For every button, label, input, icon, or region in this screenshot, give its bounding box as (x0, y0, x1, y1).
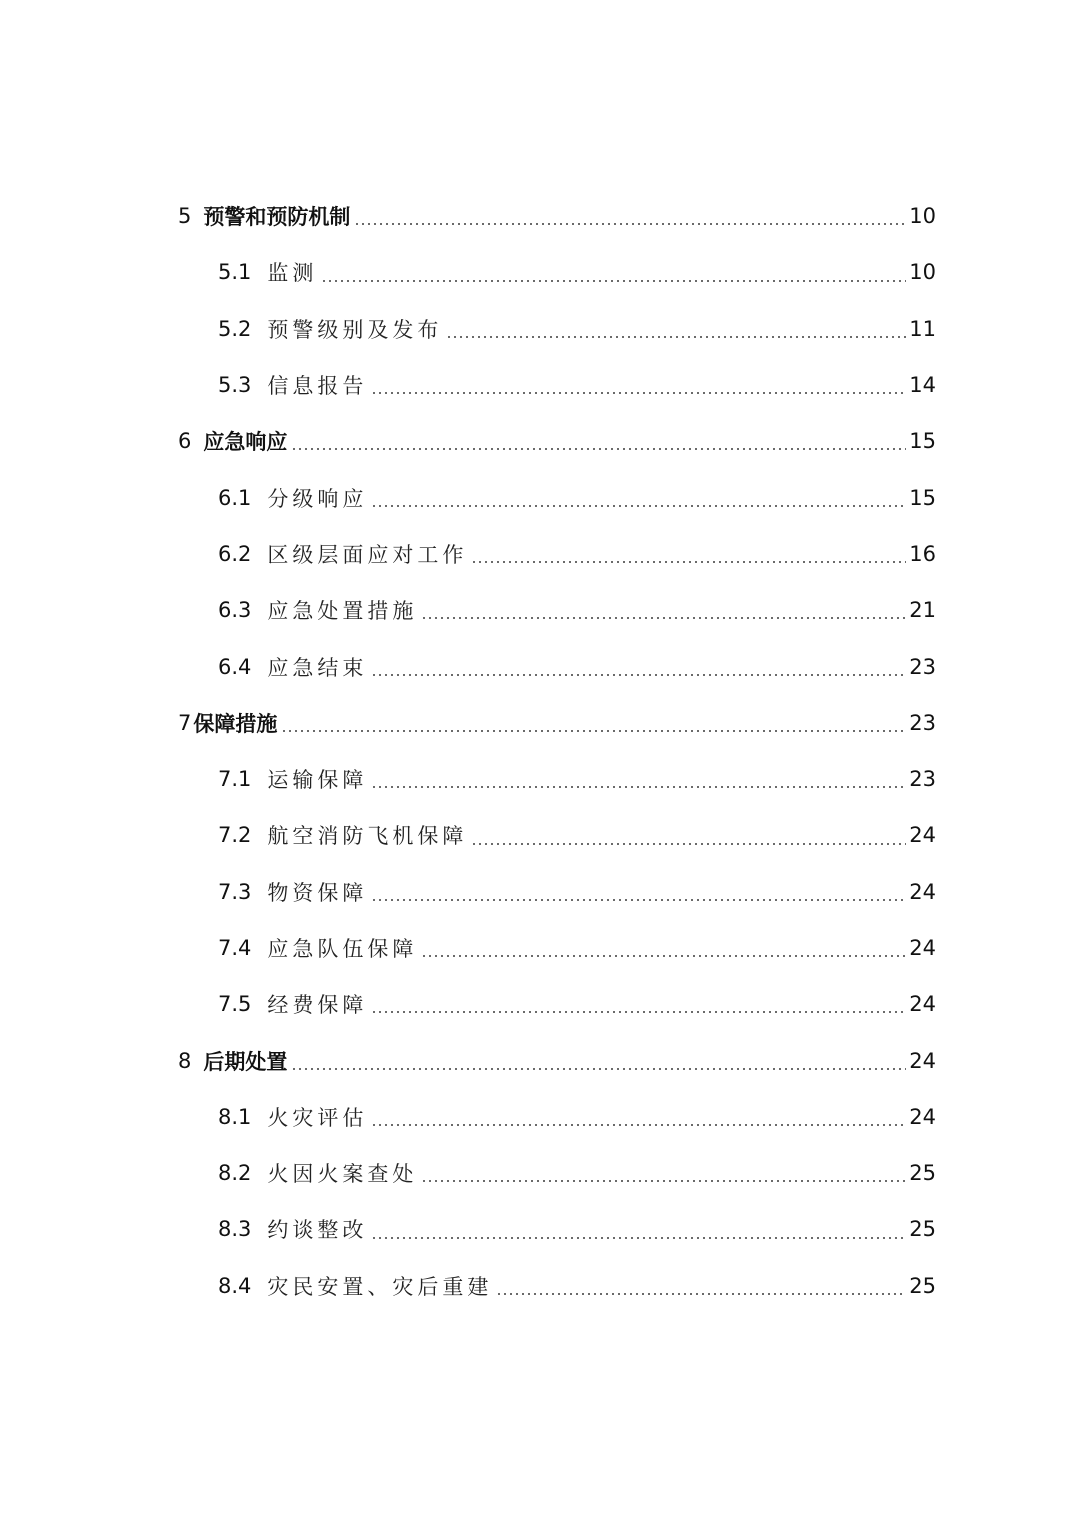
toc-entry-title: 预警级别及发布 (267, 317, 443, 342)
toc-entry-number: 7 (178, 710, 192, 735)
toc-entry-number: 7.3 (218, 879, 252, 904)
toc-entry-6-2[interactable] (0, 526, 1074, 582)
toc-entry-title: 灾民安置、灾后重建 (267, 1274, 493, 1299)
dot-leader (371, 1124, 906, 1126)
dot-leader (446, 336, 906, 338)
toc-entry-title: 应急响应 (203, 430, 288, 455)
toc-entry-page: 24 (909, 992, 936, 1017)
toc-entry-title: 预警和预防机制 (203, 205, 351, 230)
toc-entry-page: 24 (909, 1048, 936, 1073)
toc-entry-page: 21 (909, 598, 936, 623)
toc-entry-page: 15 (909, 485, 936, 510)
dot-leader (371, 505, 906, 507)
toc-entry-7-1[interactable] (0, 751, 1074, 807)
toc-entry-number: 7.1 (218, 767, 252, 792)
toc-entry-5-2[interactable] (0, 301, 1074, 357)
toc-entry-5-3[interactable] (0, 357, 1074, 413)
dot-leader (471, 843, 906, 845)
dot-leader (371, 674, 906, 676)
toc-entry-page: 15 (909, 429, 936, 454)
toc-entry-page: 23 (909, 767, 936, 792)
dot-leader (471, 561, 906, 563)
toc-entry-number: 7.5 (218, 992, 252, 1017)
toc-entry-title: 物资保障 (267, 880, 368, 905)
dot-leader (291, 448, 906, 450)
dot-leader (291, 1068, 906, 1070)
toc-entry-number: 7.4 (218, 936, 252, 960)
dot-leader (371, 899, 906, 901)
toc-entry-page: 25 (909, 1273, 936, 1298)
toc-entry-8-3[interactable] (0, 1201, 1074, 1257)
dot-leader (371, 1237, 906, 1239)
toc-entry-number: 5.3 (218, 373, 252, 398)
toc-entry-6-4[interactable] (0, 638, 1074, 694)
table-of-contents (0, 188, 1074, 1314)
dot-leader (496, 1293, 906, 1295)
dot-leader (371, 786, 906, 788)
toc-entry-title: 应急队伍保障 (267, 937, 418, 961)
toc-entry-title: 应急处置措施 (267, 599, 418, 624)
toc-entry-title: 火因火案查处 (267, 1162, 418, 1187)
toc-entry-title: 运输保障 (267, 768, 368, 793)
toc-entry-7[interactable] (0, 695, 1074, 751)
toc-entry-8-2[interactable] (0, 1145, 1074, 1201)
toc-entry-5-1[interactable] (0, 244, 1074, 300)
toc-entry-7-2[interactable] (0, 807, 1074, 863)
toc-entry-8[interactable] (0, 1032, 1074, 1088)
toc-entry-number: 6.4 (218, 654, 252, 679)
toc-entry-number: 5 (178, 204, 192, 229)
toc-entry-7-5[interactable] (0, 976, 1074, 1032)
toc-entry-number: 6 (178, 429, 192, 454)
toc-entry-title: 分级响应 (267, 486, 368, 511)
dot-leader (321, 280, 906, 282)
toc-entry-6-1[interactable] (0, 469, 1074, 525)
toc-entry-number: 8.1 (218, 1104, 252, 1129)
toc-entry-title: 信息报告 (267, 374, 368, 399)
toc-entry-title: 应急结束 (267, 655, 368, 680)
toc-entry-page: 23 (909, 710, 936, 735)
toc-entry-page: 23 (909, 654, 936, 679)
toc-entry-8-1[interactable] (0, 1089, 1074, 1145)
toc-entry-number: 8.3 (218, 1217, 252, 1242)
toc-entry-page: 14 (909, 373, 936, 398)
toc-entry-page: 10 (909, 204, 936, 229)
toc-entry-7-3[interactable] (0, 864, 1074, 920)
toc-entry-page: 24 (909, 1104, 936, 1129)
toc-entry-title: 后期处置 (203, 1049, 288, 1074)
toc-entry-number: 5.2 (218, 316, 252, 341)
toc-entry-title: 约谈整改 (267, 1218, 368, 1243)
toc-entry-page: 25 (909, 1161, 936, 1186)
toc-entry-number: 7.2 (218, 823, 252, 848)
toc-entry-number: 6.2 (218, 541, 252, 566)
toc-entry-page: 24 (909, 823, 936, 848)
toc-entry-number: 6.1 (218, 485, 252, 510)
toc-entry-6-3[interactable] (0, 582, 1074, 638)
toc-entry-number: 6.3 (218, 598, 252, 623)
dot-leader (421, 617, 906, 619)
dot-leader (371, 1011, 906, 1013)
dot-leader (281, 730, 906, 732)
toc-entry-number: 5.1 (218, 260, 252, 285)
dot-leader (421, 1180, 906, 1182)
toc-entry-page: 24 (909, 936, 936, 960)
toc-entry-page: 16 (909, 541, 936, 566)
toc-entry-title: 火灾评估 (267, 1105, 368, 1130)
toc-entry-7-4[interactable] (0, 920, 1074, 976)
toc-entry-5[interactable] (0, 188, 1074, 244)
toc-entry-page: 11 (909, 316, 936, 341)
toc-entry-page: 10 (909, 260, 936, 285)
toc-entry-number: 8 (178, 1048, 192, 1073)
toc-entry-page: 24 (909, 879, 936, 904)
toc-entry-8-4[interactable] (0, 1258, 1074, 1314)
toc-entry-title: 保障措施 (193, 711, 278, 736)
toc-entry-number: 8.2 (218, 1161, 252, 1186)
toc-entry-title: 区级层面应对工作 (267, 542, 468, 567)
dot-leader (371, 392, 906, 394)
toc-entry-page: 25 (909, 1217, 936, 1242)
toc-entry-title: 航空消防飞机保障 (267, 824, 468, 849)
toc-entry-title: 经费保障 (267, 993, 368, 1018)
dot-leader (354, 223, 906, 225)
toc-entry-title: 监测 (267, 261, 318, 286)
toc-entry-number: 8.4 (218, 1273, 252, 1298)
dot-leader (421, 955, 906, 957)
toc-entry-6[interactable] (0, 413, 1074, 469)
